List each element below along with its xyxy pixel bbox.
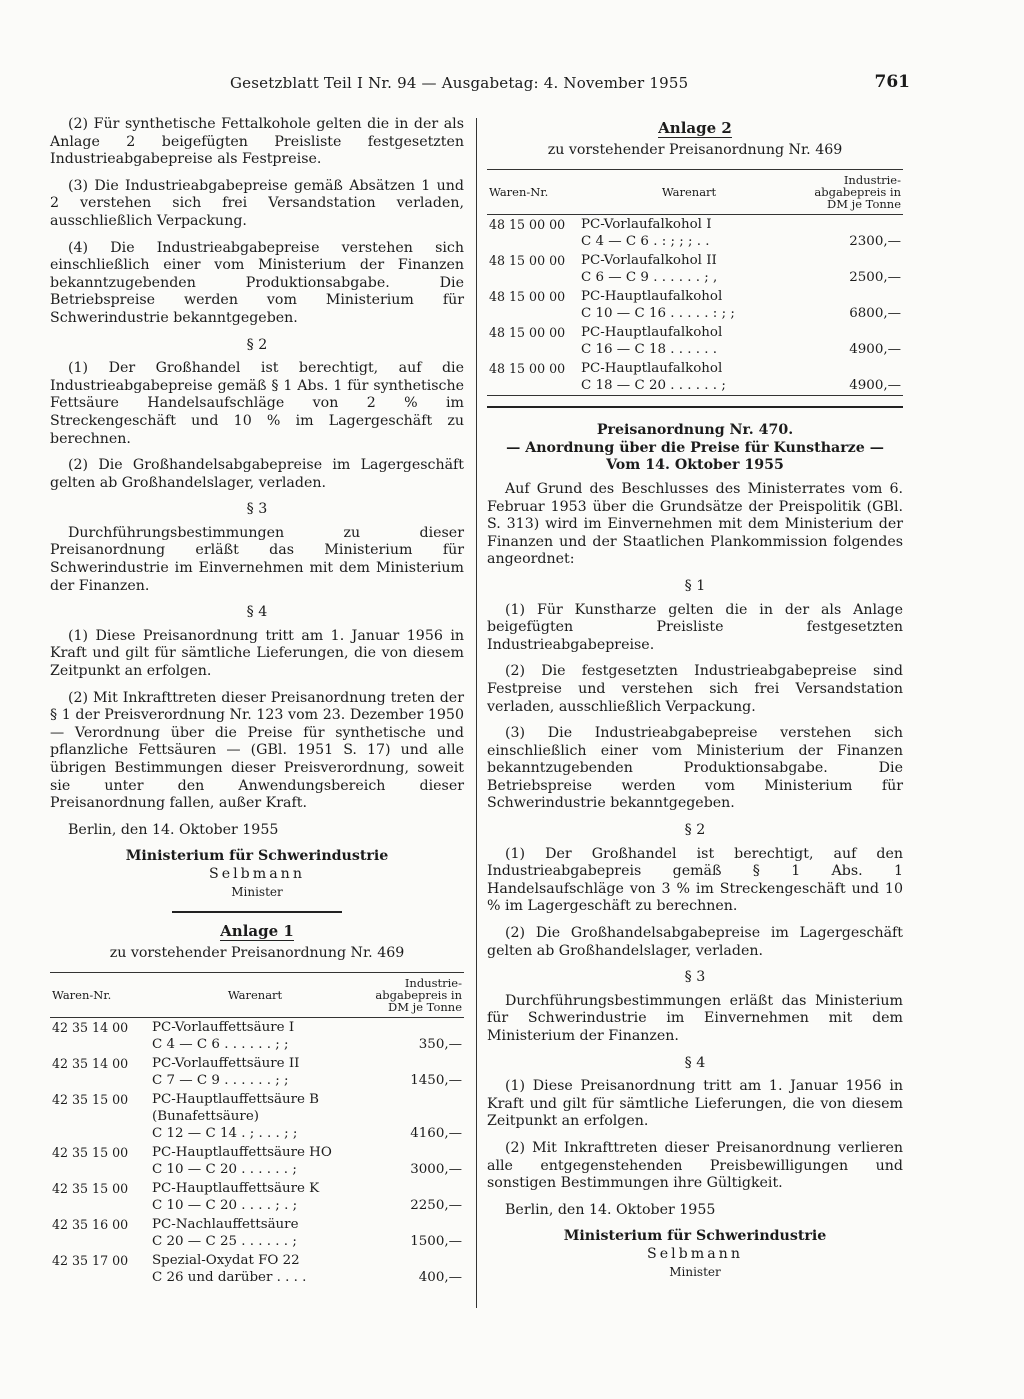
- item-description: [579, 215, 799, 252]
- section-heading: § 2: [246, 336, 268, 353]
- ordinance-date: Vom 14. Oktober 1955: [606, 457, 784, 474]
- item-number: 48 15 00 00: [489, 361, 566, 377]
- item-name: PC-Nachlauffettsäure: [152, 1217, 299, 1233]
- paragraph: (1) Diese Preisanordnung tritt am 1. Januar 1956 in Kraft und gilt für sämtliche Lieferungen, die von diesem Zeitpunkt an erfolgen.: [50, 627, 464, 680]
- item-description: [579, 251, 799, 287]
- item-name: PC-Vorlaufalkohol II: [581, 253, 717, 269]
- item-name: PC-Hauptlaufalkohol: [581, 325, 723, 341]
- paragraph: Auf Grund des Beschlusses des Ministerrates vom 6. Februar 1953 über die Grundsätze der Preispolitik (GBl. S. 313) wird im Einvernehmen mit dem Ministerium der Finanzen und der Staatlichen Plankommission folgendes angeordnet:: [487, 480, 903, 568]
- item-description: [150, 1215, 360, 1251]
- separator-rule: [487, 406, 903, 408]
- item-carbon-range: C 18 — C 20 . . . . . . ;: [581, 378, 726, 394]
- paragraph: (1) Für Kunstharze gelten die in der als Anlage beigefügten Preisliste festgesetzten Industrieabgabepreise.: [487, 601, 903, 653]
- table-row: [50, 1090, 464, 1143]
- item-description: [579, 287, 799, 323]
- item-number: 48 15 00 00: [489, 289, 566, 305]
- item-name: PC-Hauptlauffettsäure HO: [152, 1145, 332, 1161]
- item-carbon-range: C 7 — C 9 . . . . . . ; ;: [152, 1073, 289, 1089]
- item-carbon-range: C 10 — C 20 . . . . . . ;: [152, 1162, 297, 1178]
- item-price: 3000,—: [410, 1162, 462, 1178]
- paragraph: (3) Die Industrieabgabepreise gemäß Absätzen 1 und 2 verstehen sich frei Versandstation verladen, ausschließlich Verpackung.: [50, 177, 464, 229]
- column-header: Industrie-abgabepreis in DM je Tonne: [360, 973, 464, 1018]
- table-row: [50, 1251, 464, 1287]
- place-date: Berlin, den 14. Oktober 1955: [505, 1201, 716, 1218]
- paragraph: Durchführungsbestimmungen zu dieser Preisanordnung erläßt das Ministerium für Schwerindustrie im Einvernehmen mit dem Ministerium der Finanzen.: [50, 524, 464, 594]
- table-row: [50, 1054, 464, 1090]
- paragraph: (2) Für synthetische Fettalkohole gelten die in der als Anlage 2 beigefügten Preisliste festgesetzten Industrieabgabepreise als Festpreise.: [50, 116, 464, 168]
- paragraph: (2) Mit Inkrafttreten dieser Preisanordnung treten der § 1 der Preisverordnung Nr. 123 vom 23. Dezember 1950 — Verordnung über die Preise für synthetische und pflanzliche Fettsäuren — (GBl. 1951 S. 17) und alle übrigen Bestimmungen dieser Preisverordnung, soweit sie unter den Anwendungsbereich dieser Preisanordnung fallen, außer Kraft.: [50, 689, 464, 812]
- item-description: [150, 1054, 360, 1090]
- item-name: PC-Hauptlaufalkohol: [581, 289, 723, 305]
- anlage-subtitle: zu vorstehender Preisanordnung Nr. 469: [109, 944, 405, 961]
- item-description: [150, 1179, 360, 1215]
- paragraph: (2) Mit Inkrafttreten dieser Preisanordnung verlieren alle entgegenstehenden Preisbewilligungen und sonstigen Bestimmungen ihre Gültigkeit.: [487, 1139, 903, 1192]
- ministry-signature: Ministerium für Schwerindustrie: [125, 848, 389, 865]
- item-name: PC-Hauptlauffettsäure K: [152, 1181, 320, 1197]
- paragraph: (1) Diese Preisanordnung tritt am 1. Januar 1956 in Kraft und gilt für sämtliche Lieferungen, die von diesem Zeitpunkt an erfolgen.: [487, 1078, 903, 1130]
- section-heading: § 3: [684, 969, 706, 986]
- column-header: Waren-Nr.: [50, 973, 150, 1018]
- column-header: Warenart: [579, 170, 799, 215]
- paragraph: (1) Der Großhandel ist berechtigt, auf den Industrieabgabepreis gemäß § 1 Abs. 1 Handelsaufschläge von 3 % im Streckengeschäft und 10 % im Lagergeschäft zu berechnen.: [487, 845, 903, 915]
- anlage-title: Anlage 1: [220, 922, 294, 941]
- signer-name: Selbmann: [209, 865, 305, 882]
- item-number: 42 35 16 00: [52, 1217, 129, 1233]
- item-description: [579, 323, 799, 359]
- item-carbon-range: C 16 — C 18 . . . . . .: [581, 342, 718, 358]
- item-carbon-range: C 10 — C 20 . . . . ; . ;: [152, 1198, 298, 1214]
- signer-title: Minister: [669, 1264, 721, 1279]
- paragraph: (3) Die Industrieabgabepreise verstehen sich einschließlich einer vom Ministerium der Finanzen bekanntzugebenden Produktionsabgabe. Die Betriebspreise werden vom Ministerium für Schwerindustrie bekanntgegeben.: [487, 725, 903, 812]
- item-price: 6800,—: [849, 306, 901, 322]
- price-table-anlage-1: [50, 972, 464, 1287]
- price-table-anlage-2: [487, 169, 903, 396]
- ordinance-number: Preisanordnung Nr. 470.: [596, 422, 794, 439]
- item-price: 2500,—: [849, 270, 901, 286]
- anlage-subtitle: zu vorstehender Preisanordnung Nr. 469: [547, 141, 843, 158]
- item-number: 42 35 14 00: [52, 1020, 129, 1036]
- item-name: Spezial-Oxydat FO 22: [152, 1253, 300, 1269]
- section-heading: § 4: [246, 604, 268, 621]
- item-number: 48 15 00 00: [489, 217, 566, 233]
- signer-name: Selbmann: [647, 1245, 743, 1262]
- item-number: 48 15 00 00: [489, 325, 566, 341]
- page-number: 761: [874, 72, 910, 92]
- right-column: [487, 116, 903, 1281]
- item-description: [150, 1251, 360, 1287]
- item-price: 1500,—: [410, 1234, 462, 1250]
- paragraph: (2) Die Großhandelsabgabepreise im Lagergeschäft gelten ab Großhandelslager, verladen.: [50, 457, 464, 491]
- signer-title: Minister: [231, 884, 283, 899]
- column-header: Waren-Nr.: [487, 170, 579, 215]
- paragraph: Durchführungsbestimmungen erläßt das Ministerium für Schwerindustrie im Einvernehmen mit dem Ministerium der Finanzen.: [487, 992, 903, 1044]
- ministry-signature: Ministerium für Schwerindustrie: [563, 1228, 827, 1245]
- item-price: 2250,—: [410, 1198, 462, 1214]
- item-carbon-range: C 6 — C 9 . . . . . . ; ,: [581, 270, 718, 286]
- table-row: [50, 1215, 464, 1251]
- item-price: 4900,—: [849, 342, 901, 358]
- table-row: [50, 1179, 464, 1215]
- table-row: [487, 359, 903, 396]
- item-name: PC-Hauptlauffettsäure B: [152, 1092, 320, 1108]
- item-price: 400,—: [418, 1270, 462, 1286]
- paragraph: (2) Die festgesetzten Industrieabgabepreise sind Festpreise und verstehen sich frei Versandstation verladen, ausschließlich Verpackung.: [487, 663, 903, 715]
- item-number: 42 35 15 00: [52, 1181, 129, 1197]
- paragraph: (2) Die Großhandelsabgabepreise im Lagergeschäft gelten ab Großhandelslager, verladen.: [487, 925, 903, 959]
- item-price: 2300,—: [849, 234, 901, 250]
- table-row: [50, 1143, 464, 1179]
- item-carbon-range: C 4 — C 6 . . . . . . ; ;: [152, 1037, 289, 1053]
- item-name: PC-Vorlauffettsäure II: [152, 1056, 300, 1072]
- table-row: [487, 323, 903, 359]
- paragraph: (1) Der Großhandel ist berechtigt, auf die Industrieabgabepreise gemäß § 1 Abs. 1 für synthetische Fettsäure Handelsaufschläge von 2 % im Streckengeschäft und 10 % im Lagergeschäft zu berechnen.: [50, 360, 464, 447]
- anlage-title: Anlage 2: [658, 119, 732, 137]
- column-header: Industrie-abgabepreis in DM je Tonne: [799, 170, 903, 215]
- item-carbon-range: C 20 — C 25 . . . . . . ;: [152, 1234, 297, 1250]
- table-row: [487, 215, 903, 252]
- section-heading: § 4: [684, 1054, 706, 1071]
- left-column: [50, 116, 464, 1287]
- item-carbon-range: C 26 und darüber . . . .: [152, 1270, 307, 1286]
- column-divider: [476, 118, 477, 1308]
- item-description: [150, 1143, 360, 1179]
- item-price: 1450,—: [410, 1073, 462, 1089]
- item-number: 48 15 00 00: [489, 253, 566, 269]
- item-number: 42 35 15 00: [52, 1092, 129, 1108]
- item-description: [150, 1018, 360, 1055]
- table-row: [487, 251, 903, 287]
- item-carbon-range: C 10 — C 16 . . . . . : ; ;: [581, 306, 735, 322]
- item-price: 4160,—: [410, 1126, 462, 1142]
- item-number: 42 35 14 00: [52, 1056, 129, 1072]
- section-heading: § 1: [684, 577, 706, 594]
- item-name: PC-Vorlaufalkohol I: [581, 217, 712, 233]
- ordinance-title: — Anordnung über die Preise für Kunstharze —: [506, 439, 884, 456]
- item-description: [579, 359, 799, 396]
- item-price: 350,—: [418, 1037, 462, 1053]
- table-row: [487, 287, 903, 323]
- paragraph: (4) Die Industrieabgabepreise verstehen sich einschließlich einer vom Ministerium der Finanzen bekanntzugebenden Produktionsabgabe. Die Betriebspreise werden vom Ministerium für Schwerindustrie bekanntgegeben.: [50, 239, 464, 326]
- item-price: 4900,—: [849, 378, 901, 394]
- item-name: PC-Vorlauffettsäure I: [152, 1020, 295, 1036]
- page-header-title: Gesetzblatt Teil I Nr. 94 — Ausgabetag: 4. November 1955: [230, 74, 689, 92]
- column-header: Warenart: [150, 973, 360, 1018]
- item-carbon-range: C 4 — C 6 . : ; ; ; . .: [581, 234, 710, 250]
- section-heading: § 3: [246, 501, 268, 518]
- item-name: PC-Hauptlaufalkohol: [581, 361, 723, 377]
- place-date: Berlin, den 14. Oktober 1955: [68, 821, 279, 838]
- item-number: 42 35 15 00: [52, 1145, 129, 1161]
- item-name-extra: (Bunafettsäure): [152, 1109, 259, 1125]
- section-heading: § 2: [684, 822, 706, 839]
- table-row: [50, 1018, 464, 1055]
- separator-rule: [172, 911, 342, 913]
- item-description: [150, 1090, 360, 1143]
- item-number: 42 35 17 00: [52, 1253, 129, 1269]
- item-carbon-range: C 12 — C 14 . ; . . . ; ;: [152, 1126, 298, 1142]
